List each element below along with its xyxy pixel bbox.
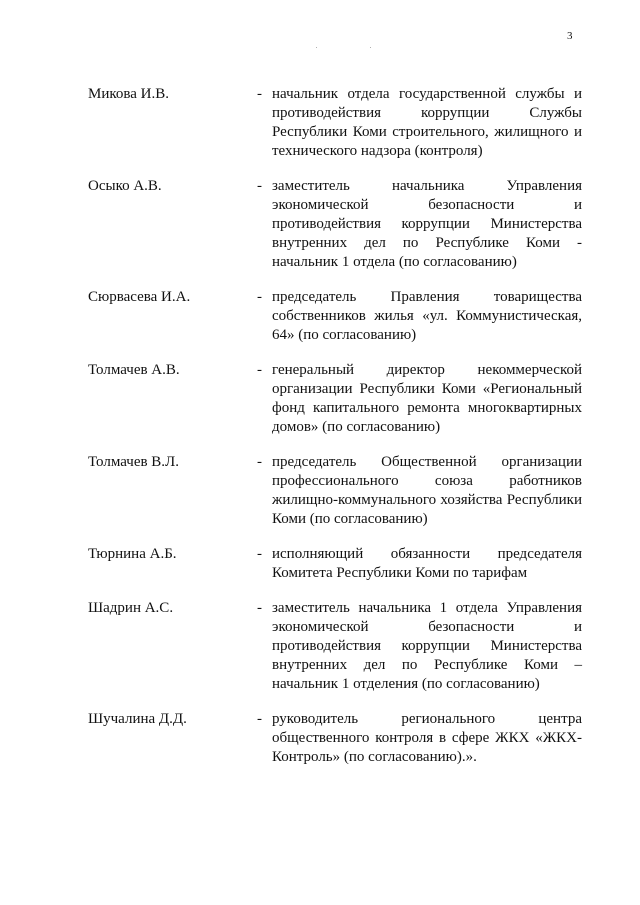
member-role: исполняющий обязанности председателя Комитета Республики Коми по тарифам xyxy=(272,546,582,581)
member-entry xyxy=(0,288,640,345)
member-separator: - xyxy=(257,86,262,102)
member-role: председатель Общественной организации профессионального союза работников жилищно-коммунального хозяйства Республики Коми (по согласованию) xyxy=(272,454,582,527)
member-name: Шучалина Д.Д. xyxy=(88,711,187,727)
member-role: заместитель начальника 1 отдела Управления экономической безопасности и противодействия коррупции Министерства внутренних дел по Республике Коми – начальник 1 отделения (по согласованию) xyxy=(272,600,582,692)
commission-members-list xyxy=(0,85,640,783)
member-name: Толмачев А.В. xyxy=(88,362,180,378)
member-entry xyxy=(0,545,640,583)
member-entry xyxy=(0,177,640,272)
member-role: председатель Правления товарищества собственников жилья «ул. Коммунистическая, 64» (по согласованию) xyxy=(272,289,582,343)
member-separator: - xyxy=(257,546,262,562)
member-entry xyxy=(0,710,640,767)
member-role: начальник отдела государственной службы и противодействия коррупции Службы Республики Коми строительного, жилищного и технического надзора (контроля) xyxy=(272,86,582,159)
member-separator: - xyxy=(257,289,262,305)
scan-artifact-dot xyxy=(316,47,317,48)
scan-artifact-dot xyxy=(370,47,371,48)
member-role: руководитель регионального центра общественного контроля в сфере ЖКХ «ЖКХ-Контроль» (по согласованию).». xyxy=(272,711,582,765)
member-separator: - xyxy=(257,178,262,194)
member-role: заместитель начальника Управления экономической безопасности и противодействия коррупции Министерства внутренних дел по Республике Коми - начальник 1 отдела (по согласованию) xyxy=(272,178,582,270)
member-separator: - xyxy=(257,454,262,470)
page-number: 3 xyxy=(567,30,573,42)
member-entry xyxy=(0,599,640,694)
member-role: генеральный директор некоммерческой организации Республики Коми «Региональный фонд капитального ремонта многоквартирных домов» (по согласованию) xyxy=(272,362,582,435)
member-separator: - xyxy=(257,600,262,616)
member-entry xyxy=(0,85,640,161)
member-name: Сюрвасева И.А. xyxy=(88,289,191,305)
member-name: Толмачев В.Л. xyxy=(88,454,179,470)
member-name: Тюрнина А.Б. xyxy=(88,546,177,562)
member-name: Микова И.В. xyxy=(88,86,170,102)
member-entry xyxy=(0,453,640,529)
member-name: Осыко А.В. xyxy=(88,178,162,194)
member-separator: - xyxy=(257,362,262,378)
member-name: Шадрин А.С. xyxy=(88,600,174,616)
member-separator: - xyxy=(257,711,262,727)
member-entry xyxy=(0,361,640,437)
